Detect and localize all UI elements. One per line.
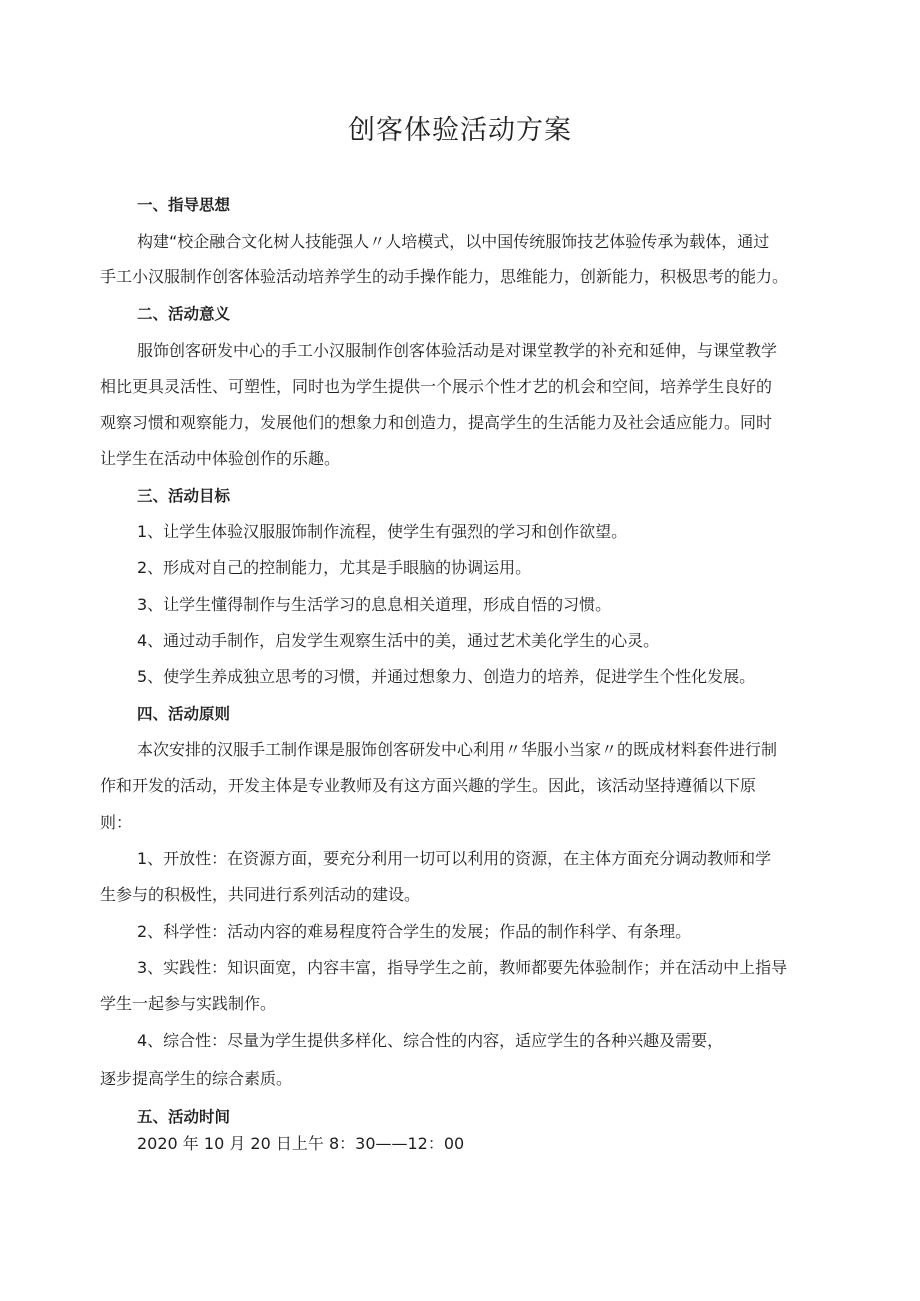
paragraph-line: 则： — [100, 813, 133, 832]
principle-item: 学生一起参与实践制作。 — [100, 994, 277, 1013]
goal-item: 5、使学生养成独立思考的习惯，并通过想象力、创造力的培养，促进学生个性化发展。 — [137, 667, 756, 686]
paragraph-line: 相比更具灵活性、可塑性，同时也为学生提供一个展示个性才艺的机会和空间，培养学生良好的 — [100, 377, 773, 396]
paragraph-line: 手工小汉服制作创客体验活动培养学生的动手操作能力，思维能力，创新能力，积极思考的能力。 — [100, 267, 789, 286]
principle-item: 逐步提高学生的综合素质。 — [100, 1069, 293, 1088]
principle-item: 3、实践性：知识面宽，内容丰富，指导学生之前，教师都要先体验制作；并在活动中上指导 — [137, 958, 788, 977]
principle-item: 1、开放性：在资源方面，要充分利用一切可以利用的资源，在主体方面充分调动教师和学 — [137, 849, 772, 868]
principle-item: 生参与的积极性，共同进行系列活动的建设。 — [100, 885, 421, 904]
goal-item: 3、让学生懂得制作与生活学习的息息相关道理，形成自悟的习惯。 — [137, 595, 612, 614]
section-heading-principles: 四、活动原则 — [137, 705, 231, 723]
activity-time: 2020 年 10 月 20 日上午 8：30——12：00 — [137, 1134, 465, 1153]
section-heading-time: 五、活动时间 — [137, 1108, 231, 1126]
section-heading-significance: 二、活动意义 — [137, 305, 231, 323]
goal-item: 4、通过动手制作，启发学生观察生活中的美，通过艺术美化学生的心灵。 — [137, 631, 660, 650]
goal-item: 2、形成对自己的控制能力，尤其是手眼脑的协调运用。 — [137, 558, 532, 577]
principle-item: 4、综合性：尽量为学生提供多样化、综合性的内容，适应学生的各种兴趣及需要， — [137, 1031, 724, 1050]
principle-item: 2、科学性：活动内容的难易程度符合学生的发展；作品的制作科学、有条理。 — [137, 922, 692, 941]
paragraph-line: 观察习惯和观察能力，发展他们的想象力和创造力，提高学生的生活能力及社会适应能力。同时 — [100, 413, 773, 432]
paragraph-line: 让学生在活动中体验创作的乐趣。 — [100, 449, 341, 468]
section-heading-guiding-thought: 一、指导思想 — [137, 196, 231, 214]
goal-item: 1、让学生体验汉服服饰制作流程，使学生有强烈的学习和创作欲望。 — [137, 522, 628, 541]
paragraph-line: 服饰创客研发中心的手工小汉服制作创客体验活动是对课堂教学的补充和延伸，与课堂教学 — [137, 341, 778, 360]
paragraph-line: 本次安排的汉服手工制作课是服饰创客研发中心利用〃华服小当家〃的既成材料套件进行制 — [137, 740, 778, 759]
paragraph-line: 作和开发的活动，开发主体是专业教师及有这方面兴趣的学生。因此，该活动坚持遵循以下原 — [100, 776, 757, 795]
document-title: 创客体验活动方案 — [348, 115, 572, 146]
section-heading-goals: 三、活动目标 — [137, 487, 231, 505]
paragraph-line: 构建“校企融合文化树人技能强人〃人培模式，以中国传统服饰技艺体验传承为载体，通过 — [137, 232, 770, 251]
